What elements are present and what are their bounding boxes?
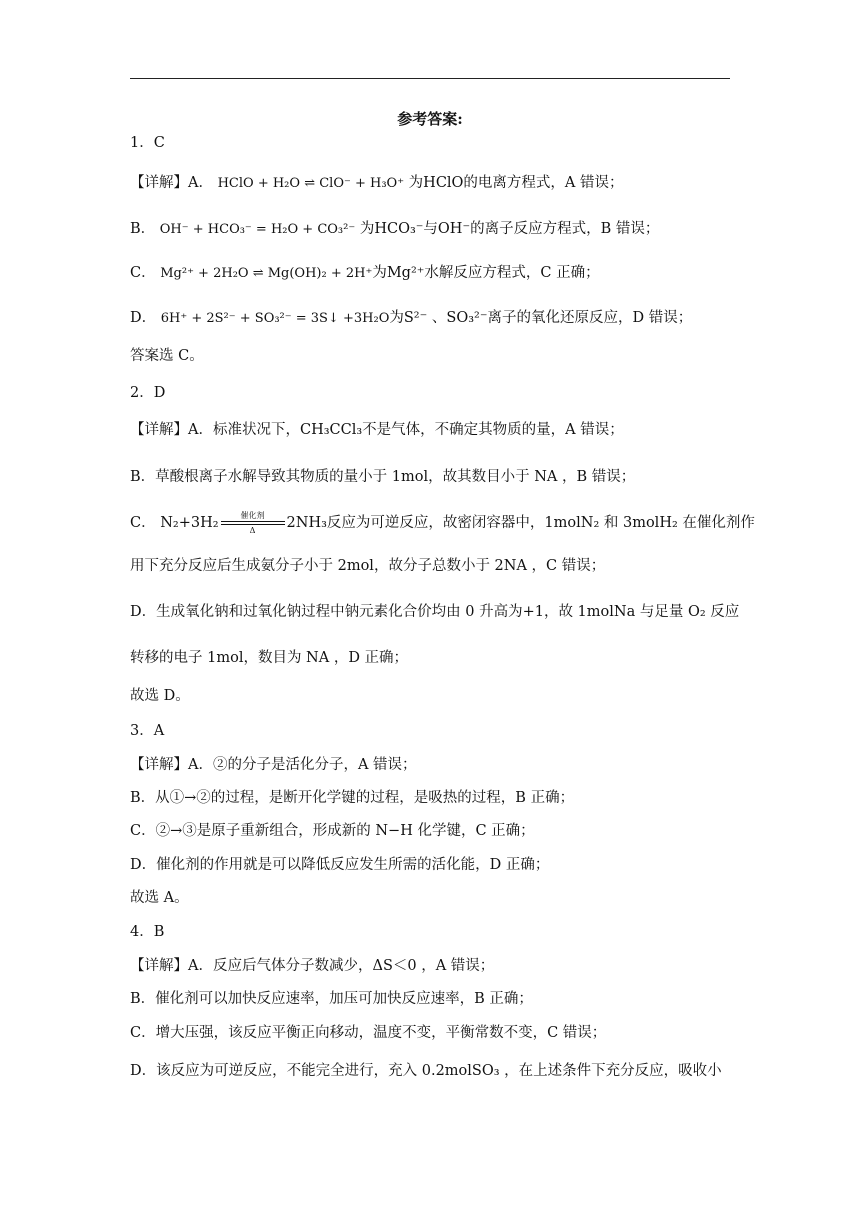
header-rule	[130, 78, 730, 79]
answer-1: 1．C	[130, 135, 165, 151]
q1-conclusion: 答案选 C。	[130, 348, 204, 364]
q3-option-b: B．从①→②的过程，是断开化学键的过程，是吸热的过程，B 正确；	[130, 790, 575, 806]
q1b-equation: OH⁻ + HCO₃⁻ = H₂O + CO₃²⁻	[159, 222, 356, 237]
q1-option-c: C． Mg²⁺ + 2H₂O ⇌ Mg(OH)₂ + 2H⁺为Mg²⁺水解反应方程式，C 正确；	[130, 263, 732, 284]
q1-option-a: 【详解】A． HClO + H₂O ⇌ ClO⁻ + H₃O⁺ 为HClO的电离方程式，A 错误；	[130, 173, 732, 194]
q2-option-c: C． N₂+3H₂ 催化剂 Δ 2NH₃反应为可逆反应，故密闭容器中，1molN₂ 和 3molH₂ 在催化剂作	[130, 511, 755, 535]
page-title: 参考答案:	[397, 110, 463, 128]
q2-option-d-cont: 转移的电子 1mol，数目为 NA ，D 正确；	[130, 650, 409, 666]
q1-option-b: B． OH⁻ + HCO₃⁻ = H₂O + CO₃²⁻ 为HCO₃⁻与OH⁻的离子反应方程式，B 错误；	[130, 219, 732, 240]
q3-option-c: C．②→③是原子重新组合，形成新的 N−H 化学键，C 正确；	[130, 823, 535, 839]
catalyst-equilibrium-arrow: 催化剂 Δ	[221, 511, 285, 535]
q4-option-d: D．该反应为可逆反应，不能完全进行，充入 0.2molSO₃ ，在上述条件下充分反应，吸收小	[130, 1063, 722, 1079]
q2-option-a: 【详解】A．标准状况下，CH₃CCl₃不是气体，不确定其物质的量，A 错误；	[130, 422, 624, 438]
q3-option-d: D．催化剂的作用就是可以降低反应发生所需的活化能，D 正确；	[130, 857, 550, 873]
q1d-equation: 6H⁺ + 2S²⁻ + SO₃²⁻ = 3S↓ +3H₂O	[160, 311, 390, 326]
q3-option-a: 【详解】A．②的分子是活化分子，A 错误；	[130, 757, 417, 773]
q2-option-b: B．草酸根离子水解导致其物质的量小于 1mol，故其数目小于 NA ，B 错误；	[130, 469, 636, 485]
q1c-equation: Mg²⁺ + 2H₂O ⇌ Mg(OH)₂ + 2H⁺	[160, 266, 373, 281]
q2-conclusion: 故选 D。	[130, 688, 190, 704]
answer-3: 3．A	[130, 723, 165, 739]
q4-option-c: C．增大压强，该反应平衡正向移动，温度不变，平衡常数不变，C 错误；	[130, 1025, 607, 1041]
q3-conclusion: 故选 A。	[130, 890, 189, 906]
q2-option-c-cont: 用下充分反应后生成氨分子小于 2mol，故分子总数小于 2NA ，C 错误；	[130, 558, 606, 574]
q1-option-d: D． 6H⁺ + 2S²⁻ + SO₃²⁻ = 3S↓ +3H₂O为S²⁻ 、SO₃²⁻离子的氧化还原反应，D 错误；	[130, 308, 732, 329]
q4-option-b: B．催化剂可以加快反应速率，加压可加快反应速率，B 正确；	[130, 991, 533, 1007]
answer-2: 2．D	[130, 385, 166, 401]
q1a-equation: HClO + H₂O ⇌ ClO⁻ + H₃O⁺	[217, 176, 405, 191]
answer-4: 4．B	[130, 924, 165, 940]
q4-option-a: 【详解】A．反应后气体分子数减少，ΔS＜0 ，A 错误；	[130, 958, 495, 974]
q2-option-d: D．生成氧化钠和过氧化钠过程中钠元素化合价均由 0 升高为+1，故 1molNa 与足量 O₂ 反应	[130, 604, 740, 620]
